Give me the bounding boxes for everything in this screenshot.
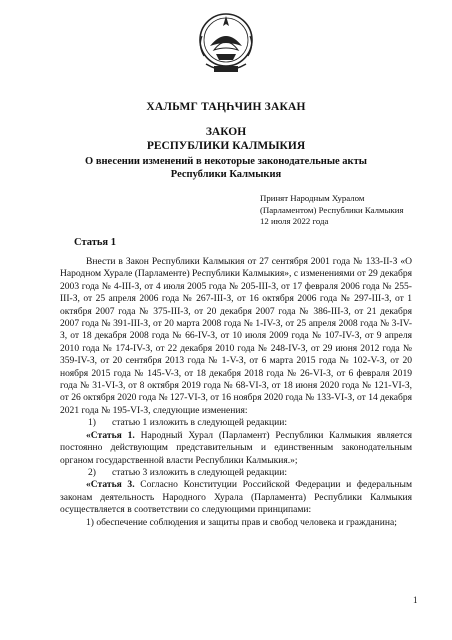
title-kalmyk: ХАЛЬМГ ТАҢҺЧИН ЗАКАН [146, 101, 306, 113]
adoption-line-1: Принят Народным Хуралом [260, 193, 365, 203]
principle-item-1: 1) обеспечение соблюдения и защиты прав и свобод человека и гражданина; [86, 516, 397, 528]
quote-article-3 [60, 479, 412, 516]
list-item-number: 1) [88, 417, 96, 429]
list-item-text: статью 1 изложить в следующей редакции: [112, 417, 287, 429]
kalmykia-emblem-icon [196, 6, 256, 78]
quote-article-text: Народный Хурал (Парламент) Республики Калмыкия является постоянно действующим представительным и единственным законодательным органом государственной власти Республики Калмыкия.»; [60, 429, 412, 466]
title-law: ЗАКОН [205, 126, 247, 138]
adoption-line-2: (Парламентом) Республики Калмыкия [260, 204, 404, 215]
quote-article-label: «Статья 3. [86, 479, 135, 491]
article-body [60, 256, 412, 529]
title-republic: РЕСПУБЛИКИ КАЛМЫКИЯ [146, 140, 306, 152]
law-subtitle-line2: Республики Калмыкия [170, 169, 282, 180]
list-item-1 [60, 417, 412, 429]
list-item-number: 2) [88, 466, 96, 478]
page-number: 1 [413, 595, 418, 605]
quote-article-1 [60, 430, 412, 467]
list-item-text: статью 3 изложить в следующей редакции: [112, 466, 287, 478]
list-item-2 [60, 467, 412, 479]
law-subtitle-line1: О внесении изменений в некоторые законодательные акты [85, 156, 367, 167]
quote-article-text: Согласно Конституции Российской Федерации и федеральным законам деятельность Народного Хурала (Парламента) Республики Калмыкия осуществляется в соответствии со следующими принципами: [60, 479, 413, 516]
article-paragraph: Внести в Закон Республики Калмыкия от 27 сентября 2001 года № 133-II-З «О Народном Хурале (Парламенте) Республики Калмыкия», с изменениями от 29 декабря 2003 года № 4-III-З, от 4 июля 2005 года № 205-III-З, от 17 февраля 2006 года № 255-III-З, от 25 апреля 2006 года № 267-III-З, от 16 октября 2006 года № 297-III-З, от 1 октября 2007 года № 375-III-З, от 20 декабря 2007 года № 386-III-З, от 21 декабря 2007 года № 391-III-З, от 20 марта 2008 года № 1-IV-З, от 25 апреля 2008 года № 3-IV-З, от 18 декабря 2008 года № 66-IV-З, от 10 июля 2009 года № 107-IV-З, от 9 апреля 2010 года № 174-IV-З, от 22 декабря 2010 года № 248-IV-З, от 29 июня 2012 года № 359-IV-З, от 20 сентября 2013 года № 1-V-З, от 6 марта 2015 года № 102-V-З, от 20 ноября 2015 года № 145-V-З, от 18 декабря 2018 года № 26-VI-З, от 6 февраля 2019 года № 31-VI-З, от 8 октября 2019 года № 68-VI-З, от 18 июня 2020 года № 121-VI-З, от 26 октября 2020 года № 127-VI-З, от 16 ноября 2020 года № 133-VI-З, от 14 декабря 2021 года № 195-VI-З, следующие изменения: [60, 256, 412, 416]
article-heading: Статья 1 [74, 237, 116, 248]
adoption-note [260, 193, 450, 228]
adoption-date: 12 июля 2022 года [260, 216, 329, 226]
quote-article-label: «Статья 1. [86, 429, 135, 441]
